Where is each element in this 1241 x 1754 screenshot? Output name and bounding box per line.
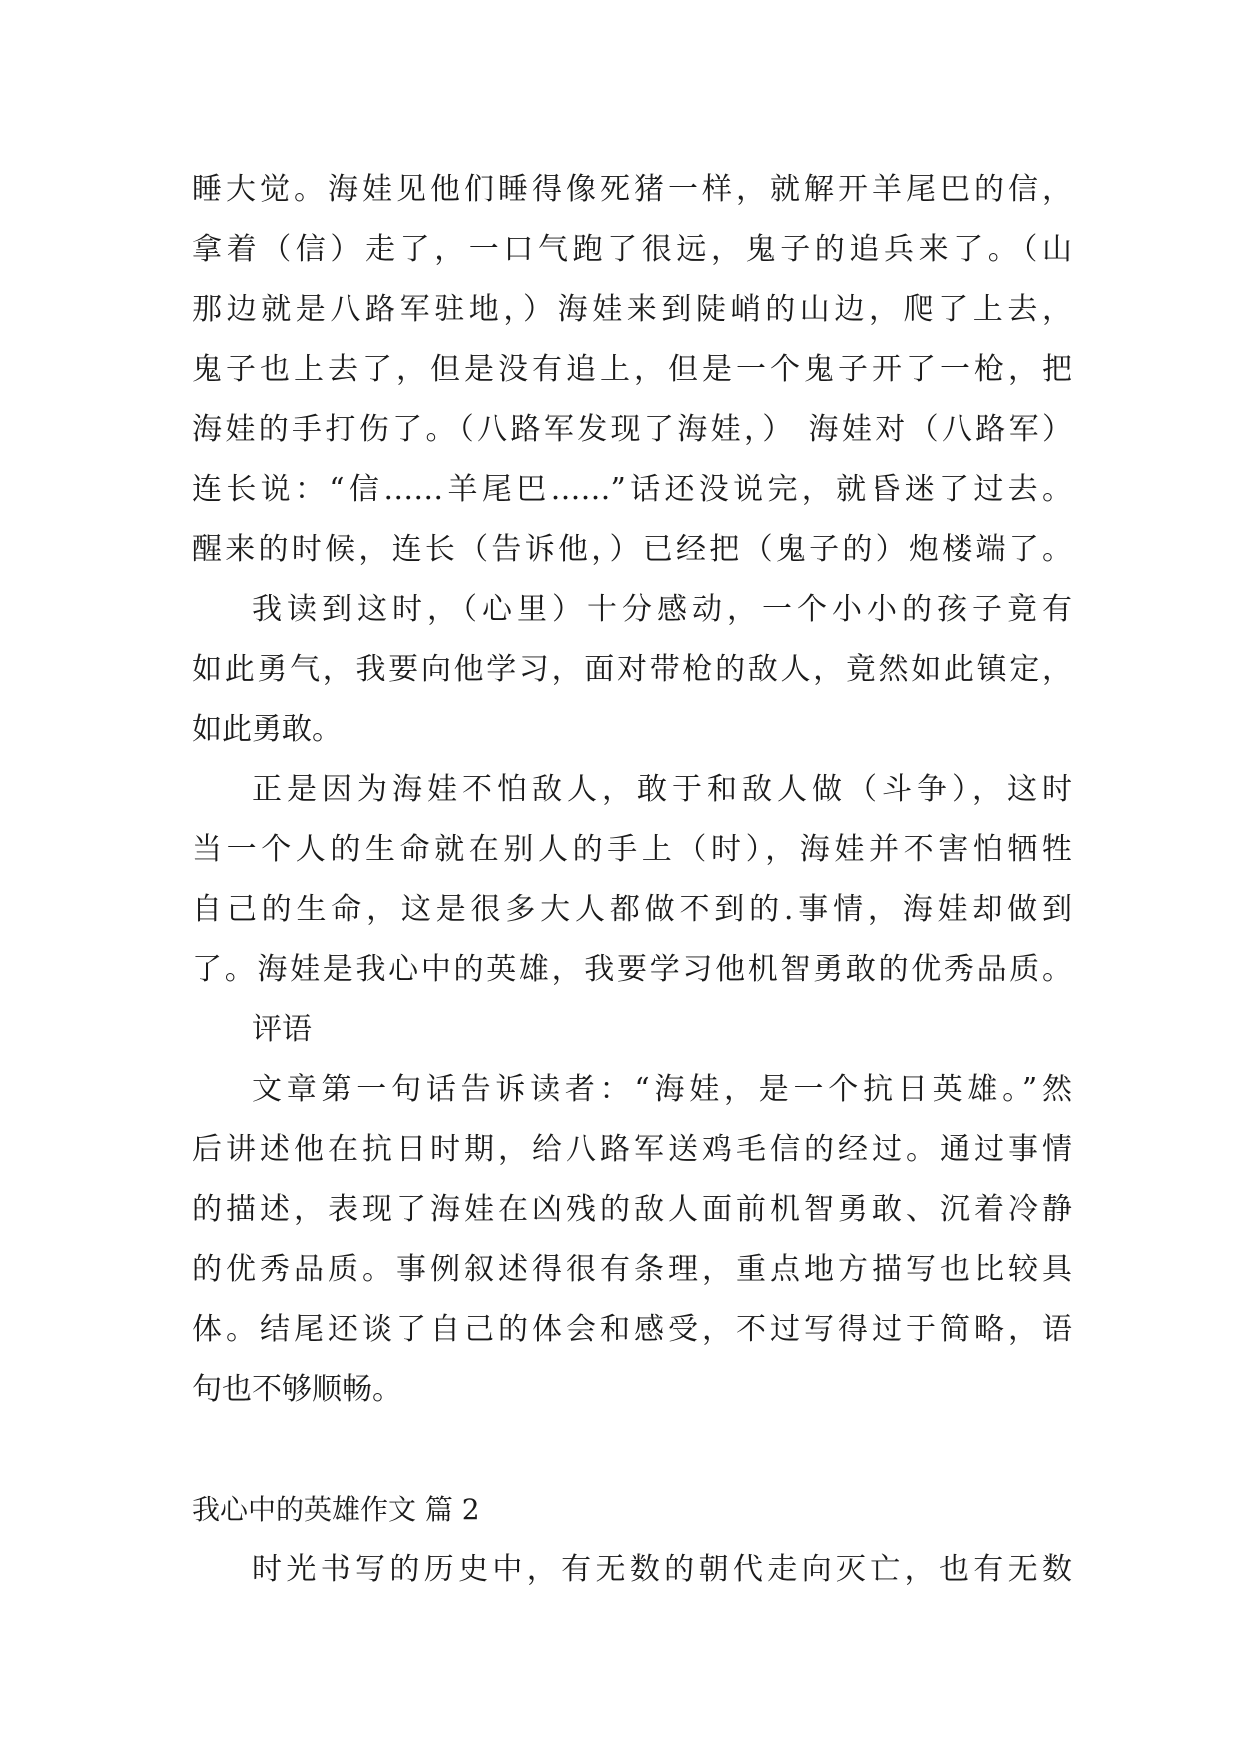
text-line: 自己的生命，这是很多大人都做不到的.事情，海娃却做到	[192, 892, 1072, 927]
section-2-paragraph-1	[192, 1540, 1072, 1600]
text-line: 了。海娃是我心中的英雄，我要学习他机智勇敢的优秀品质。	[192, 952, 1072, 987]
text-line: 的优秀品质。事例叙述得很有条理，重点地方描写也比较具	[192, 1252, 1072, 1287]
text-line: 的描述，表现了海娃在凶残的敌人面前机智勇敢、沉着冷静	[192, 1192, 1072, 1227]
text-line: 如此勇气，我要向他学习，面对带枪的敌人，竟然如此镇定，	[192, 652, 1072, 687]
text-line: 鬼子也上去了，但是没有追上，但是一个鬼子开了一枪，把	[192, 352, 1072, 387]
text-line: 睡大觉。海娃见他们睡得像死猪一样，就解开羊尾巴的信，	[192, 172, 1072, 207]
section-title: 我心中的英雄作文 篇 2	[192, 1493, 480, 1526]
comment-heading: 评语	[252, 1012, 312, 1047]
text-line: 句也不够顺畅。	[192, 1372, 402, 1407]
story-paragraph-2	[192, 580, 1072, 760]
text-line: 后讲述他在抗日时期，给八路军送鸡毛信的经过。通过事情	[192, 1132, 1072, 1167]
story-paragraph-1	[192, 160, 1072, 580]
text-line: 海娃的手打伤了。（八路军发现了海娃，） 海娃对（八路军）	[192, 412, 1072, 447]
document-body	[192, 160, 1072, 1600]
text-line: 当一个人的生命就在别人的手上（时），海娃并不害怕牺牲	[192, 832, 1072, 867]
text-line: 时光书写的历史中，有无数的朝代走向灭亡，也有无数	[252, 1552, 1072, 1587]
comment-paragraph	[192, 1060, 1072, 1420]
text-line: 正是因为海娃不怕敌人，敢于和敌人做（斗争），这时	[252, 772, 1072, 807]
text-line: 文章第一句话告诉读者：“海娃，是一个抗日英雄。”然	[252, 1072, 1072, 1107]
text-line: 我读到这时，（心里）十分感动，一个小小的孩子竟有	[252, 592, 1072, 627]
text-line: 醒来的时候，连长（告诉他，）已经把（鬼子的）炮楼端了。	[192, 532, 1072, 567]
text-line: 拿着（信）走了，一口气跑了很远，鬼子的追兵来了。（山	[192, 232, 1072, 267]
text-line: 如此勇敢。	[192, 712, 342, 747]
text-line: 体。结尾还谈了自己的体会和感受，不过写得过于简略，语	[192, 1312, 1072, 1347]
text-line: 连长说：“信……羊尾巴……”话还没说完，就昏迷了过去。	[192, 472, 1072, 507]
story-paragraph-3	[192, 760, 1072, 1000]
text-line: 那边就是八路军驻地，）海娃来到陡峭的山边，爬了上去，	[192, 292, 1072, 327]
